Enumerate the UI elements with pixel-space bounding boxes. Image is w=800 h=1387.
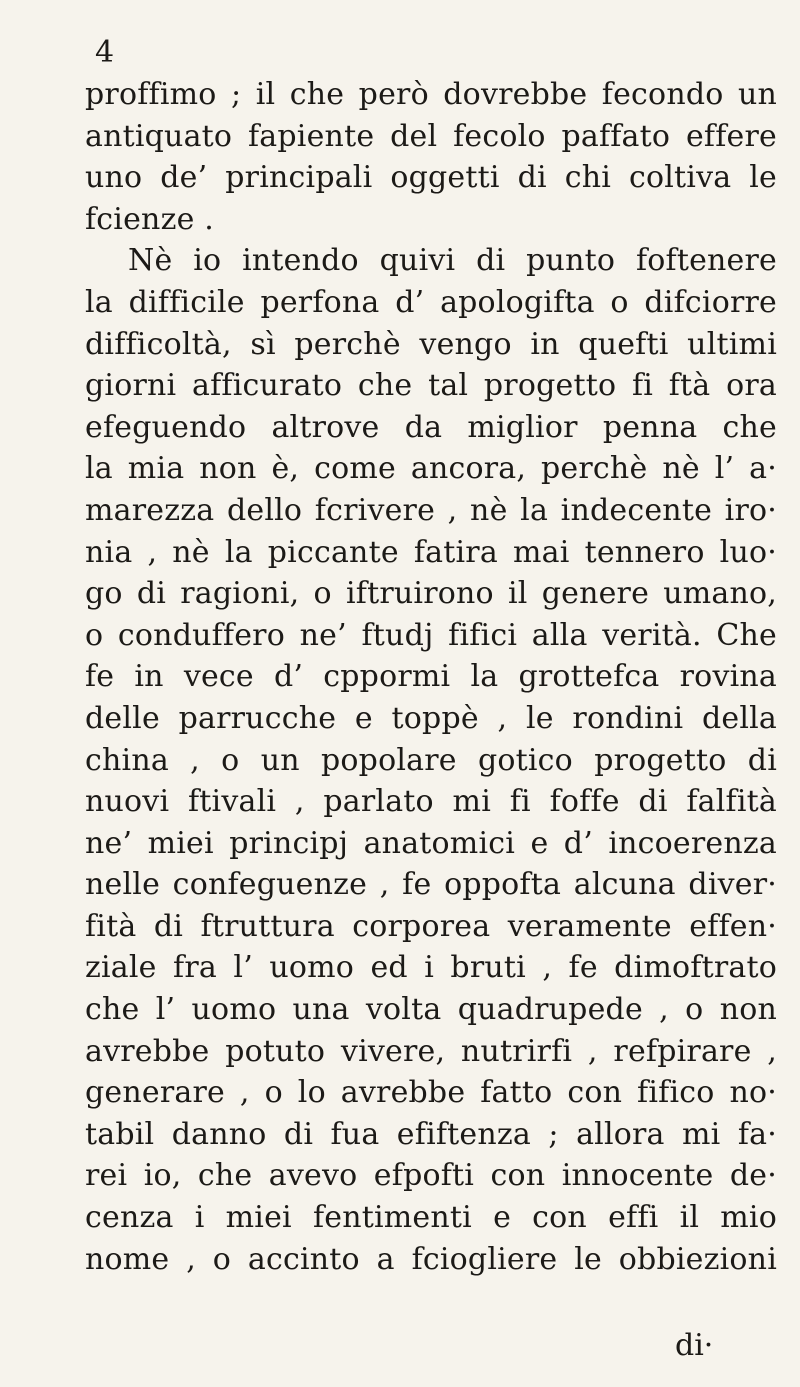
- text-line: nelle confeguenze , fe oppofta alcuna diver·: [85, 867, 777, 903]
- text-line: nuovi ftivali , parlato mi fi foffe di falfità: [85, 784, 777, 820]
- text-line: che l’ uomo una volta quadrupede , o non: [85, 992, 777, 1028]
- catchword: di·: [675, 1328, 714, 1363]
- text-line: cenza i miei fentimenti e con effi il mio: [85, 1200, 777, 1236]
- text-line: la mia non è, come ancora, perchè nè l’ a·: [85, 451, 777, 487]
- text-line: avrebbe potuto vivere, nutrirfi , refpirare ,: [85, 1033, 777, 1069]
- text-line: difficoltà, sì perchè vengo in quefti ultimi: [85, 326, 777, 362]
- text-line: delle parrucche e toppè , le rondini della: [85, 700, 777, 736]
- body-text: [85, 74, 777, 1280]
- text-line: ziale fra l’ uomo ed i bruti , fe dimoftrato: [85, 950, 777, 986]
- text-line: giorni afficurato che tal progetto fi ftà ora: [85, 368, 777, 404]
- text-line: go di ragioni, o iftruirono il genere umano,: [85, 576, 777, 612]
- text-line: antiquato fapiente del fecolo paffato effere: [85, 118, 777, 154]
- text-line: proffimo ; il che però dovrebbe fecondo un: [85, 77, 777, 112]
- text-line: rei io, che avevo efpofti con innocente de·: [85, 1158, 777, 1194]
- text-line: nia , nè la piccante fatira mai tennero luo·: [85, 534, 777, 570]
- text-line: fità di ftruttura corporea veramente effen·: [85, 908, 777, 944]
- text-line: efeguendo altrove da miglior penna che: [85, 409, 777, 445]
- text-line: fcienze .: [85, 201, 215, 237]
- text-line: ne’ miei principj anatomici e d’ incoerenza: [85, 825, 777, 861]
- page-number: 4: [95, 35, 115, 70]
- text-line: fe in vece d’ cppormi la grottefca rovina: [85, 659, 777, 695]
- text-line: nome , o accinto a fciogliere le obbiezioni: [85, 1241, 777, 1277]
- text-line: o conduffero ne’ ftudj fifici alla verità. Che: [85, 617, 777, 653]
- text-line: la difficile perfona d’ apologifta o difciorre: [85, 284, 777, 320]
- text-line: generare , o lo avrebbe fatto con fifico no·: [85, 1075, 777, 1111]
- text-line: marezza dello fcrivere , nè la indecente iro·: [85, 492, 777, 528]
- text-line: china , o un popolare gotico progetto di: [85, 742, 777, 778]
- text-line: tabil danno di fua efiftenza ; allora mi fa·: [85, 1116, 777, 1152]
- text-line: uno de’ principali oggetti di chi coltiva le: [85, 160, 777, 196]
- text-line: Nè io intendo quivi di punto foftenere: [128, 243, 777, 279]
